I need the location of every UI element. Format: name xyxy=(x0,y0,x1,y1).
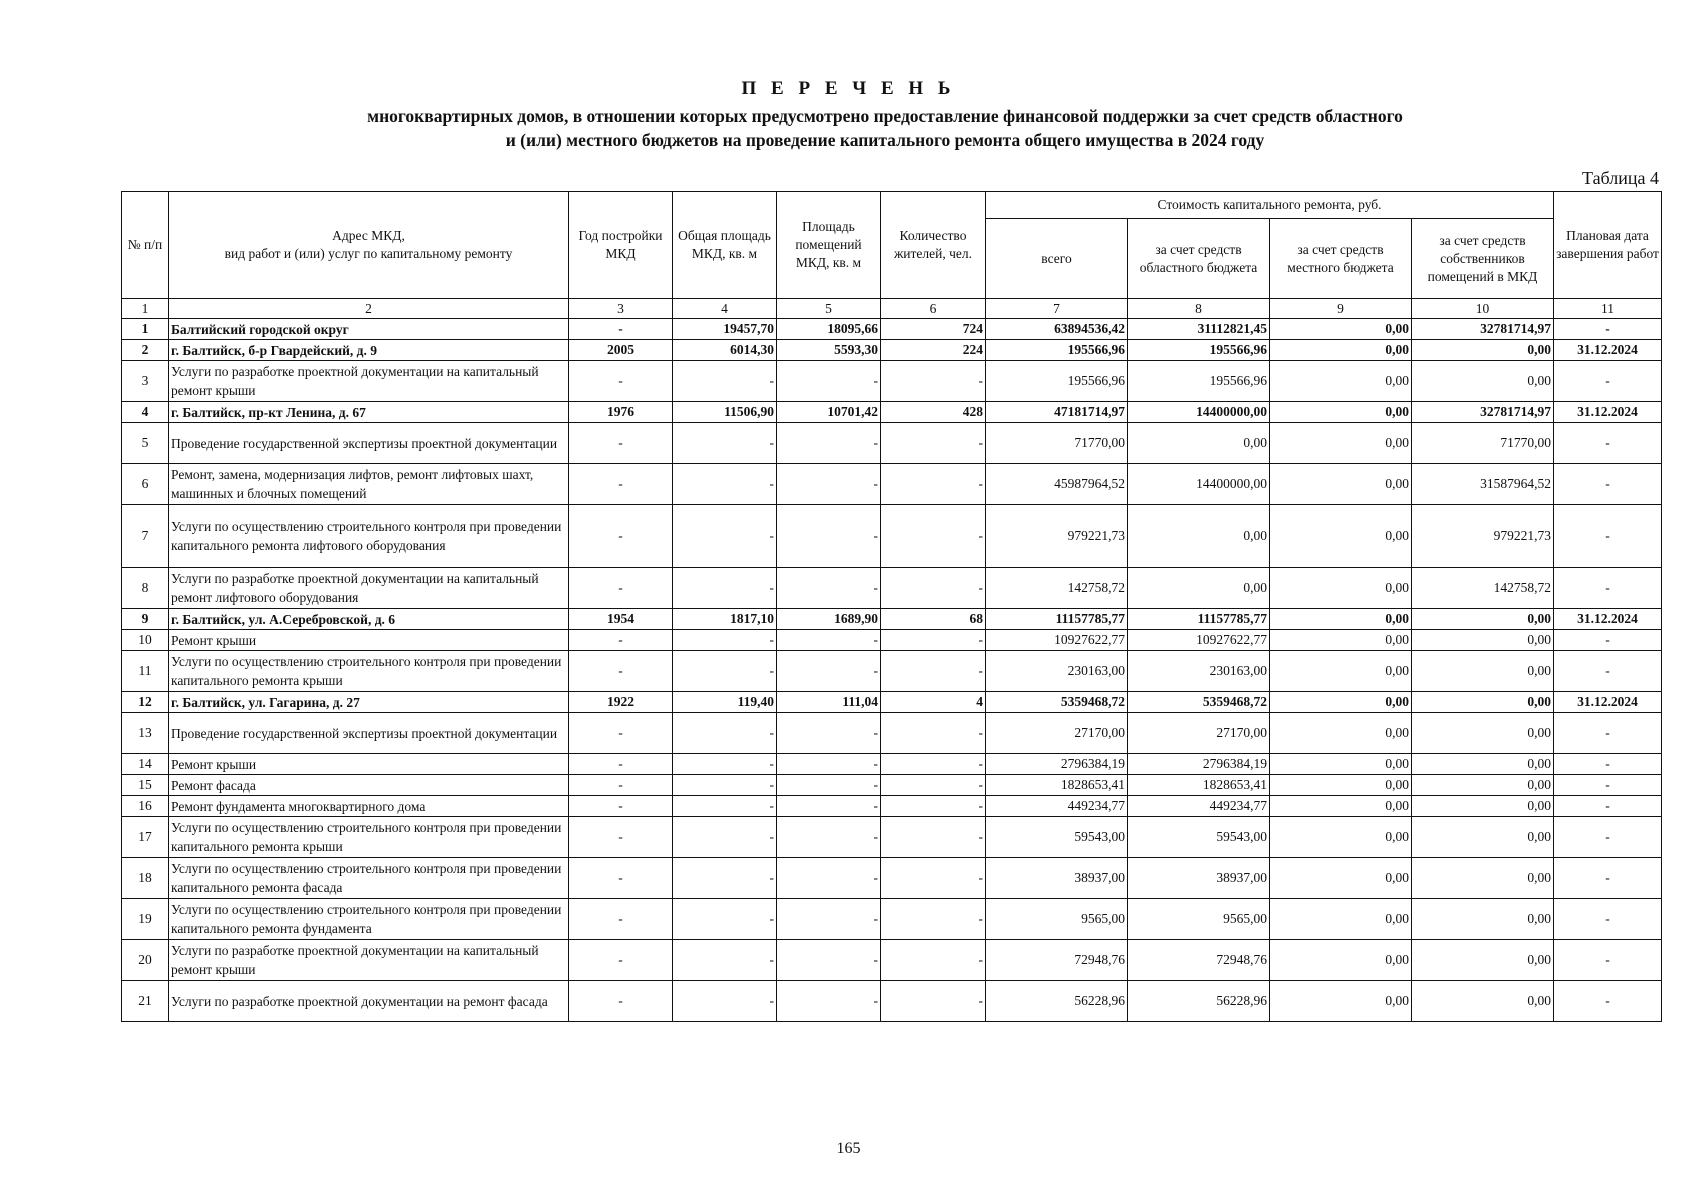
cell-cost-total: 72948,76 xyxy=(986,940,1128,981)
cell-residents: - xyxy=(881,423,986,464)
cell-residents: - xyxy=(881,630,986,651)
cell-num: 19 xyxy=(122,899,169,940)
cell-num: 17 xyxy=(122,817,169,858)
cell-cost-owners: 0,00 xyxy=(1412,361,1554,402)
cell-residents: - xyxy=(881,505,986,568)
cell-address: Ремонт крыши xyxy=(169,754,569,775)
cell-address: Услуги по разработке проектной документации на капитальный ремонт крыши xyxy=(169,361,569,402)
cell-total-area: - xyxy=(673,981,777,1022)
cell-planned-date: - xyxy=(1554,858,1662,899)
cell-residents: 224 xyxy=(881,340,986,361)
cell-cost-regional: 449234,77 xyxy=(1128,796,1270,817)
cell-cost-regional: 38937,00 xyxy=(1128,858,1270,899)
cell-num: 9 xyxy=(122,609,169,630)
cell-num: 2 xyxy=(122,340,169,361)
header-year: Год постройки МКД xyxy=(569,192,673,299)
cell-premises-area: - xyxy=(777,505,881,568)
cell-cost-local: 0,00 xyxy=(1270,817,1412,858)
cell-total-area: - xyxy=(673,713,777,754)
header-cost-owners: за счет средств собственников помещений в МКД xyxy=(1412,219,1554,299)
cell-num: 18 xyxy=(122,858,169,899)
cell-cost-owners: 31587964,52 xyxy=(1412,464,1554,505)
cell-num: 12 xyxy=(122,692,169,713)
cell-num: 14 xyxy=(122,754,169,775)
cell-residents: - xyxy=(881,899,986,940)
table-row xyxy=(122,609,1662,630)
cell-year: - xyxy=(569,754,673,775)
cell-address: Услуги по осуществлению строительного контроля при проведении капитального ремонта фундамента xyxy=(169,899,569,940)
cell-address: Услуги по разработке проектной документации на капитальный ремонт лифтового оборудования xyxy=(169,568,569,609)
cell-premises-area: - xyxy=(777,754,881,775)
cell-num: 6 xyxy=(122,464,169,505)
cell-address: Балтийский городской округ xyxy=(169,319,569,340)
cell-year: - xyxy=(569,464,673,505)
doc-title: П Е Р Е Ч Е Н Ь xyxy=(741,78,956,99)
cell-total-area: 119,40 xyxy=(673,692,777,713)
cell-cost-regional: 14400000,00 xyxy=(1128,464,1270,505)
cell-cost-regional: 2796384,19 xyxy=(1128,754,1270,775)
cell-planned-date: - xyxy=(1554,423,1662,464)
table-row xyxy=(122,796,1662,817)
cell-cost-owners: 32781714,97 xyxy=(1412,402,1554,423)
cell-residents: - xyxy=(881,796,986,817)
cell-cost-total: 11157785,77 xyxy=(986,609,1128,630)
cell-total-area: - xyxy=(673,858,777,899)
cell-total-area: - xyxy=(673,630,777,651)
cell-year: - xyxy=(569,423,673,464)
cell-address: Услуги по осуществлению строительного контроля при проведении капитального ремонта лифтового оборудования xyxy=(169,505,569,568)
cell-premises-area: - xyxy=(777,858,881,899)
cell-planned-date: - xyxy=(1554,775,1662,796)
cell-residents: 428 xyxy=(881,402,986,423)
cell-premises-area: - xyxy=(777,568,881,609)
cell-planned-date: 31.12.2024 xyxy=(1554,402,1662,423)
cell-cost-local: 0,00 xyxy=(1270,981,1412,1022)
header-total-area: Общая площадь МКД, кв. м xyxy=(673,192,777,299)
cell-premises-area: 10701,42 xyxy=(777,402,881,423)
cell-cost-local: 0,00 xyxy=(1270,692,1412,713)
cell-address: Услуги по осуществлению строительного контроля при проведении капитального ремонта крыши xyxy=(169,817,569,858)
subtitle-line-1: многоквартирных домов, в отношении которых предусмотрено предоставление финансовой поддержки за счет средств областного xyxy=(367,106,1403,126)
cell-residents: - xyxy=(881,361,986,402)
table-row xyxy=(122,402,1662,423)
cell-cost-regional: 27170,00 xyxy=(1128,713,1270,754)
cell-cost-total: 59543,00 xyxy=(986,817,1128,858)
table-label: Таблица 4 xyxy=(1582,168,1659,188)
table-row xyxy=(122,651,1662,692)
cell-total-area: 6014,30 xyxy=(673,340,777,361)
col-number: 2 xyxy=(169,299,569,319)
cell-cost-total: 63894536,42 xyxy=(986,319,1128,340)
cell-cost-regional: 10927622,77 xyxy=(1128,630,1270,651)
cell-year: - xyxy=(569,981,673,1022)
cell-cost-total: 979221,73 xyxy=(986,505,1128,568)
cell-total-area: 1817,10 xyxy=(673,609,777,630)
cell-premises-area: - xyxy=(777,981,881,1022)
cell-cost-total: 9565,00 xyxy=(986,899,1128,940)
cell-year: - xyxy=(569,505,673,568)
cell-premises-area: - xyxy=(777,713,881,754)
cell-cost-total: 56228,96 xyxy=(986,981,1128,1022)
cell-total-area: 11506,90 xyxy=(673,402,777,423)
cell-total-area: - xyxy=(673,940,777,981)
cell-premises-area: - xyxy=(777,423,881,464)
col-number: 5 xyxy=(777,299,881,319)
cell-total-area: - xyxy=(673,361,777,402)
cell-cost-local: 0,00 xyxy=(1270,940,1412,981)
cell-cost-local: 0,00 xyxy=(1270,899,1412,940)
cell-residents: - xyxy=(881,940,986,981)
cell-planned-date: 31.12.2024 xyxy=(1554,609,1662,630)
table-body xyxy=(122,319,1662,1022)
repair-table xyxy=(121,191,1662,1022)
cell-premises-area: - xyxy=(777,796,881,817)
col-number: 4 xyxy=(673,299,777,319)
cell-residents: - xyxy=(881,464,986,505)
cell-num: 3 xyxy=(122,361,169,402)
cell-planned-date: 31.12.2024 xyxy=(1554,692,1662,713)
cell-address: Проведение государственной экспертизы проектной документации xyxy=(169,713,569,754)
col-number: 8 xyxy=(1128,299,1270,319)
cell-cost-total: 5359468,72 xyxy=(986,692,1128,713)
cell-cost-owners: 0,00 xyxy=(1412,609,1554,630)
table-row xyxy=(122,505,1662,568)
cell-cost-regional: 0,00 xyxy=(1128,568,1270,609)
cell-year: - xyxy=(569,651,673,692)
cell-cost-owners: 0,00 xyxy=(1412,630,1554,651)
cell-total-area: - xyxy=(673,505,777,568)
cell-planned-date: - xyxy=(1554,713,1662,754)
cell-cost-total: 1828653,41 xyxy=(986,775,1128,796)
cell-cost-regional: 59543,00 xyxy=(1128,817,1270,858)
cell-cost-total: 27170,00 xyxy=(986,713,1128,754)
cell-address: Услуги по разработке проектной документации на ремонт фасада xyxy=(169,981,569,1022)
cell-cost-regional: 1828653,41 xyxy=(1128,775,1270,796)
cell-planned-date: - xyxy=(1554,505,1662,568)
cell-cost-regional: 195566,96 xyxy=(1128,361,1270,402)
cell-year: - xyxy=(569,940,673,981)
cell-num: 16 xyxy=(122,796,169,817)
table-row xyxy=(122,899,1662,940)
cell-residents: - xyxy=(881,754,986,775)
cell-year: - xyxy=(569,361,673,402)
col-number: 9 xyxy=(1270,299,1412,319)
cell-cost-total: 10927622,77 xyxy=(986,630,1128,651)
cell-cost-regional: 31112821,45 xyxy=(1128,319,1270,340)
cell-cost-total: 45987964,52 xyxy=(986,464,1128,505)
cell-year: 1954 xyxy=(569,609,673,630)
cell-planned-date: - xyxy=(1554,651,1662,692)
cell-address: Проведение государственной экспертизы проектной документации xyxy=(169,423,569,464)
cell-planned-date: - xyxy=(1554,464,1662,505)
cell-cost-total: 195566,96 xyxy=(986,361,1128,402)
cell-address: Услуги по осуществлению строительного контроля при проведении капитального ремонта крыши xyxy=(169,651,569,692)
column-number-row xyxy=(122,299,1662,319)
header-cost-regional: за счет средств областного бюджета xyxy=(1128,219,1270,299)
cell-cost-owners: 0,00 xyxy=(1412,858,1554,899)
cell-total-area: - xyxy=(673,817,777,858)
cell-cost-owners: 0,00 xyxy=(1412,692,1554,713)
cell-cost-local: 0,00 xyxy=(1270,651,1412,692)
cell-num: 21 xyxy=(122,981,169,1022)
doc-subtitle xyxy=(260,104,1510,152)
cell-planned-date: - xyxy=(1554,630,1662,651)
cell-num: 15 xyxy=(122,775,169,796)
cell-year: - xyxy=(569,796,673,817)
cell-num: 10 xyxy=(122,630,169,651)
cell-cost-regional: 5359468,72 xyxy=(1128,692,1270,713)
cell-cost-local: 0,00 xyxy=(1270,609,1412,630)
cell-total-area: - xyxy=(673,423,777,464)
table-row xyxy=(122,340,1662,361)
cell-premises-area: - xyxy=(777,817,881,858)
cell-cost-local: 0,00 xyxy=(1270,423,1412,464)
cell-cost-owners: 0,00 xyxy=(1412,940,1554,981)
cell-cost-total: 230163,00 xyxy=(986,651,1128,692)
cell-planned-date: - xyxy=(1554,568,1662,609)
cell-premises-area: - xyxy=(777,651,881,692)
cell-premises-area: - xyxy=(777,464,881,505)
cell-cost-owners: 32781714,97 xyxy=(1412,319,1554,340)
cell-cost-regional: 0,00 xyxy=(1128,423,1270,464)
cell-cost-local: 0,00 xyxy=(1270,464,1412,505)
cell-residents: - xyxy=(881,858,986,899)
table-row xyxy=(122,692,1662,713)
cell-cost-owners: 0,00 xyxy=(1412,796,1554,817)
cell-cost-local: 0,00 xyxy=(1270,754,1412,775)
cell-year: - xyxy=(569,713,673,754)
header-cost-group: Стоимость капитального ремонта, руб. xyxy=(986,192,1554,219)
cell-premises-area: - xyxy=(777,630,881,651)
cell-cost-local: 0,00 xyxy=(1270,505,1412,568)
cell-cost-owners: 0,00 xyxy=(1412,981,1554,1022)
cell-address: Ремонт крыши xyxy=(169,630,569,651)
cell-planned-date: - xyxy=(1554,319,1662,340)
cell-premises-area: 5593,30 xyxy=(777,340,881,361)
cell-residents: - xyxy=(881,775,986,796)
cell-address: Ремонт фундамента многоквартирного дома xyxy=(169,796,569,817)
header-cost-local: за счет средств местного бюджета xyxy=(1270,219,1412,299)
table-row xyxy=(122,981,1662,1022)
cell-cost-regional: 230163,00 xyxy=(1128,651,1270,692)
header-num: № п/п xyxy=(122,192,169,299)
cell-premises-area: - xyxy=(777,899,881,940)
cell-cost-local: 0,00 xyxy=(1270,630,1412,651)
cell-residents: - xyxy=(881,817,986,858)
cell-cost-local: 0,00 xyxy=(1270,361,1412,402)
cell-address: г. Балтийск, ул. А.Серебровской, д. 6 xyxy=(169,609,569,630)
cell-cost-local: 0,00 xyxy=(1270,775,1412,796)
table-row xyxy=(122,713,1662,754)
table-row xyxy=(122,568,1662,609)
table-row xyxy=(122,940,1662,981)
cell-residents: - xyxy=(881,981,986,1022)
cell-num: 20 xyxy=(122,940,169,981)
cell-residents: - xyxy=(881,651,986,692)
table-row xyxy=(122,754,1662,775)
cell-num: 4 xyxy=(122,402,169,423)
cell-premises-area: - xyxy=(777,775,881,796)
cell-cost-local: 0,00 xyxy=(1270,402,1412,423)
cell-address: Ремонт, замена, модернизация лифтов, ремонт лифтовых шахт, машинных и блочных помещений xyxy=(169,464,569,505)
col-number: 7 xyxy=(986,299,1128,319)
cell-year: 2005 xyxy=(569,340,673,361)
cell-cost-local: 0,00 xyxy=(1270,568,1412,609)
cell-cost-owners: 0,00 xyxy=(1412,340,1554,361)
cell-address: Ремонт фасада xyxy=(169,775,569,796)
cell-planned-date: - xyxy=(1554,796,1662,817)
cell-cost-regional: 0,00 xyxy=(1128,505,1270,568)
cell-total-area: - xyxy=(673,775,777,796)
cell-num: 11 xyxy=(122,651,169,692)
cell-planned-date: - xyxy=(1554,981,1662,1022)
cell-cost-total: 195566,96 xyxy=(986,340,1128,361)
cell-planned-date: 31.12.2024 xyxy=(1554,340,1662,361)
table-row xyxy=(122,319,1662,340)
cell-cost-owners: 0,00 xyxy=(1412,775,1554,796)
cell-cost-total: 47181714,97 xyxy=(986,402,1128,423)
cell-residents: 724 xyxy=(881,319,986,340)
cell-cost-local: 0,00 xyxy=(1270,713,1412,754)
subtitle-line-2: и (или) местного бюджетов на проведение капитального ремонта общего имущества в 2024 году xyxy=(505,130,1265,150)
col-number: 3 xyxy=(569,299,673,319)
cell-residents: - xyxy=(881,568,986,609)
cell-num: 7 xyxy=(122,505,169,568)
cell-year: - xyxy=(569,817,673,858)
cell-total-area: - xyxy=(673,754,777,775)
table-row xyxy=(122,775,1662,796)
col-number: 11 xyxy=(1554,299,1662,319)
header-residents: Количество жителей, чел. xyxy=(881,192,986,299)
cell-cost-owners: 0,00 xyxy=(1412,899,1554,940)
cell-num: 5 xyxy=(122,423,169,464)
cell-residents: - xyxy=(881,713,986,754)
cell-num: 1 xyxy=(122,319,169,340)
header-cost-total: всего xyxy=(986,219,1128,299)
cell-premises-area: 111,04 xyxy=(777,692,881,713)
cell-cost-owners: 142758,72 xyxy=(1412,568,1554,609)
cell-premises-area: - xyxy=(777,940,881,981)
col-number: 6 xyxy=(881,299,986,319)
cell-year: - xyxy=(569,775,673,796)
cell-year: - xyxy=(569,568,673,609)
cell-total-area: - xyxy=(673,796,777,817)
header-planned-date: Плановая дата завершения работ xyxy=(1554,192,1662,299)
cell-premises-area: 1689,90 xyxy=(777,609,881,630)
cell-cost-local: 0,00 xyxy=(1270,319,1412,340)
cell-cost-total: 38937,00 xyxy=(986,858,1128,899)
table-row xyxy=(122,630,1662,651)
cell-cost-total: 71770,00 xyxy=(986,423,1128,464)
header-premises-area: Площадь помещений МКД, кв. м xyxy=(777,192,881,299)
cell-cost-owners: 0,00 xyxy=(1412,754,1554,775)
cell-total-area: - xyxy=(673,568,777,609)
cell-planned-date: - xyxy=(1554,817,1662,858)
col-number: 10 xyxy=(1412,299,1554,319)
table-row xyxy=(122,361,1662,402)
cell-total-area: - xyxy=(673,651,777,692)
cell-address: Услуги по разработке проектной документации на капитальный ремонт крыши xyxy=(169,940,569,981)
cell-cost-local: 0,00 xyxy=(1270,796,1412,817)
cell-cost-regional: 9565,00 xyxy=(1128,899,1270,940)
cell-year: - xyxy=(569,319,673,340)
cell-residents: 68 xyxy=(881,609,986,630)
cell-cost-owners: 71770,00 xyxy=(1412,423,1554,464)
cell-premises-area: 18095,66 xyxy=(777,319,881,340)
cell-cost-regional: 14400000,00 xyxy=(1128,402,1270,423)
cell-address: г. Балтийск, пр-кт Ленина, д. 67 xyxy=(169,402,569,423)
cell-cost-local: 0,00 xyxy=(1270,858,1412,899)
cell-year: 1922 xyxy=(569,692,673,713)
page-number: 165 xyxy=(836,1140,861,1157)
cell-address: г. Балтийск, ул. Гагарина, д. 27 xyxy=(169,692,569,713)
cell-year: 1976 xyxy=(569,402,673,423)
cell-cost-regional: 195566,96 xyxy=(1128,340,1270,361)
cell-cost-total: 2796384,19 xyxy=(986,754,1128,775)
cell-cost-local: 0,00 xyxy=(1270,340,1412,361)
table-row xyxy=(122,817,1662,858)
cell-cost-regional: 11157785,77 xyxy=(1128,609,1270,630)
cell-year: - xyxy=(569,858,673,899)
cell-cost-regional: 72948,76 xyxy=(1128,940,1270,981)
cell-planned-date: - xyxy=(1554,361,1662,402)
cell-cost-owners: 0,00 xyxy=(1412,817,1554,858)
table-row xyxy=(122,464,1662,505)
cell-year: - xyxy=(569,630,673,651)
cell-num: 8 xyxy=(122,568,169,609)
cell-cost-owners: 0,00 xyxy=(1412,651,1554,692)
cell-num: 13 xyxy=(122,713,169,754)
header-address: Адрес МКД, вид работ и (или) услуг по капитальному ремонту xyxy=(169,192,569,299)
cell-address: Услуги по осуществлению строительного контроля при проведении капитального ремонта фасада xyxy=(169,858,569,899)
table-row xyxy=(122,423,1662,464)
cell-planned-date: - xyxy=(1554,754,1662,775)
cell-cost-owners: 979221,73 xyxy=(1412,505,1554,568)
cell-year: - xyxy=(569,899,673,940)
cell-total-area: - xyxy=(673,464,777,505)
table-row xyxy=(122,858,1662,899)
col-number: 1 xyxy=(122,299,169,319)
cell-address: г. Балтийск, б-р Гвардейский, д. 9 xyxy=(169,340,569,361)
cell-cost-regional: 56228,96 xyxy=(1128,981,1270,1022)
cell-cost-total: 449234,77 xyxy=(986,796,1128,817)
cell-total-area: - xyxy=(673,899,777,940)
cell-cost-total: 142758,72 xyxy=(986,568,1128,609)
cell-residents: 4 xyxy=(881,692,986,713)
cell-premises-area: - xyxy=(777,361,881,402)
cell-cost-owners: 0,00 xyxy=(1412,713,1554,754)
cell-planned-date: - xyxy=(1554,899,1662,940)
cell-total-area: 19457,70 xyxy=(673,319,777,340)
cell-planned-date: - xyxy=(1554,940,1662,981)
